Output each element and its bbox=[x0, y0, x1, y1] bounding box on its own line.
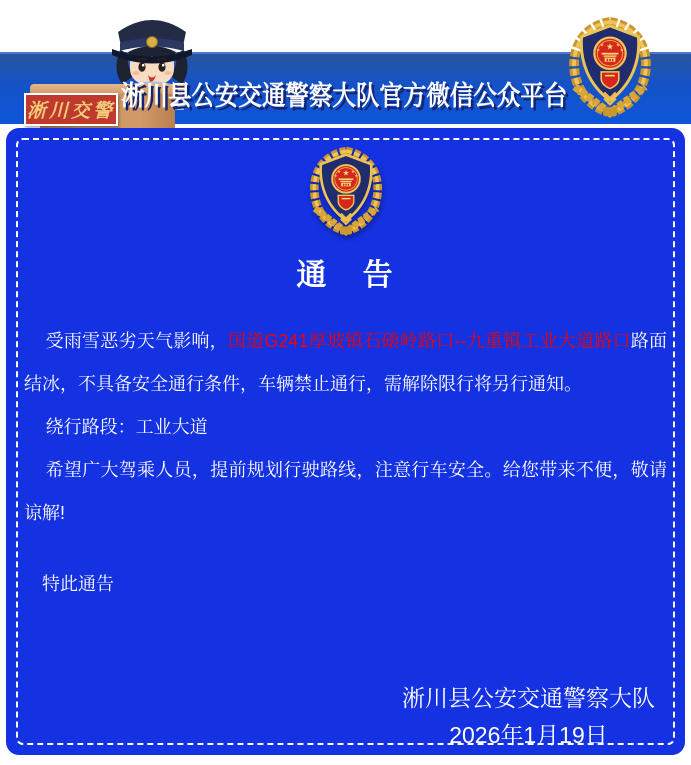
notice-paragraph-1 bbox=[24, 320, 667, 406]
detour-line: 绕行路段：工业大道 bbox=[45, 417, 208, 437]
notice-date: 2026年1月19日 bbox=[449, 722, 608, 748]
svg-text:★: ★ bbox=[336, 168, 341, 174]
notice-body bbox=[24, 320, 667, 606]
signature-block bbox=[402, 680, 655, 754]
svg-text:★: ★ bbox=[342, 168, 349, 178]
police-badge-icon bbox=[299, 146, 393, 236]
page-title: 淅川县公安交通警察大队官方微信公众平台 bbox=[121, 81, 568, 111]
svg-text:★: ★ bbox=[600, 42, 605, 48]
svg-text:★: ★ bbox=[333, 173, 337, 179]
notice-heading: 通 告 bbox=[296, 259, 395, 292]
paragraph1-road-highlight: 国道G241厚坡镇石磙岭路口--九重镇工业大道路口 bbox=[227, 331, 631, 351]
closing-line: 特此通告 bbox=[42, 574, 114, 594]
notice-paragraph-2: 希望广大驾乘人员，提前规划行驶路线，注意行车安全。给您带来不便，敬请谅解! bbox=[24, 460, 667, 523]
paragraph1-tail: 路面结冰，不具备安全通行条件，车辆禁止通行，需解除限行将另行通知。 bbox=[24, 331, 667, 394]
signature: 淅川县公安交通警察大队 bbox=[402, 685, 655, 711]
police-badge-icon bbox=[561, 10, 659, 124]
svg-text:★: ★ bbox=[615, 42, 620, 48]
svg-text:★: ★ bbox=[596, 47, 601, 53]
mascot-sign bbox=[24, 93, 118, 126]
notice-card bbox=[6, 128, 685, 755]
svg-text:★: ★ bbox=[619, 47, 624, 53]
svg-text:★: ★ bbox=[350, 168, 355, 174]
svg-text:★: ★ bbox=[606, 41, 614, 52]
paragraph1-lead: 受雨雪恶劣天气影响， bbox=[45, 331, 228, 351]
mascot-sign-label: 淅川交警 bbox=[26, 101, 115, 122]
svg-text:★: ★ bbox=[354, 173, 358, 179]
